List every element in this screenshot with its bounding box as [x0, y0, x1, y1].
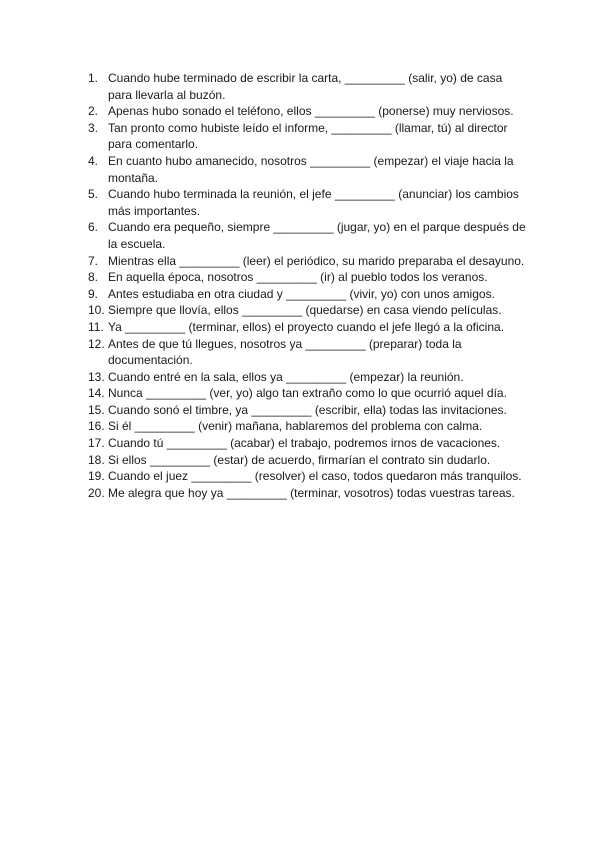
- item-text: Si ellos _________ (estar) de acuerdo, firmarían el contrato sin dudarlo.: [108, 452, 491, 467]
- item-number: 2.: [88, 104, 99, 119]
- item-number: 14.: [88, 386, 105, 401]
- item-text: Cuando hube terminado de escribir la carta, _________ (salir, yo) de casa para llevarla al buzón.: [108, 71, 506, 102]
- item-text: Cuando tú _________ (acabar) el trabajo, podremos irnos de vacaciones.: [108, 436, 501, 451]
- item-number: 11.: [88, 319, 104, 334]
- item-number: 9.: [88, 286, 99, 301]
- item-text: En cuanto hubo amanecido, nosotros _________ (empezar) el viaje hacia la montaña.: [108, 153, 517, 185]
- exercise-item: [88, 103, 528, 120]
- item-text: Cuando el juez _________ (resolver) el caso, todos quedaron más tranquilos.: [108, 469, 522, 484]
- exercise-item: [88, 435, 528, 452]
- item-number: 4.: [88, 153, 99, 168]
- exercise-item: [88, 219, 528, 252]
- exercise-item: [88, 452, 528, 469]
- item-number: 20.: [88, 485, 105, 500]
- item-text: Nunca _________ (ver, yo) algo tan extraño como lo que ocurrió aquel día.: [108, 386, 507, 401]
- item-number: 13.: [88, 369, 105, 384]
- item-number: 8.: [88, 270, 99, 285]
- item-text: Cuando sonó el timbre, ya _________ (escribir, ella) todas las invitaciones.: [108, 402, 507, 417]
- exercise-item: [88, 319, 528, 336]
- exercise-item: [88, 485, 528, 502]
- item-number: 6.: [88, 220, 99, 235]
- item-number: 5.: [88, 187, 99, 202]
- item-number: 3.: [88, 120, 99, 135]
- item-number: 1.: [88, 71, 99, 85]
- item-number: 7.: [88, 253, 99, 268]
- exercise-item: [88, 186, 528, 219]
- item-text: Me alegra que hoy ya _________ (terminar, vosotros) todas vuestras tareas.: [108, 485, 515, 500]
- exercise-item: [88, 385, 528, 402]
- item-number: 18.: [88, 452, 105, 467]
- item-text: Siempre que llovía, ellos _________ (quedarse) en casa viendo películas.: [108, 303, 502, 318]
- item-text: Antes de que tú llegues, nosotros ya _________ (preparar) toda la documentación.: [108, 336, 465, 368]
- exercise-item: [88, 70, 528, 103]
- exercise-item: [88, 468, 528, 485]
- item-text: Ya _________ (terminar, ellos) el proyecto cuando el jefe llegó a la oficina.: [108, 319, 505, 334]
- exercise-item: [88, 120, 528, 153]
- exercise-item: [88, 269, 528, 286]
- item-text: Apenas hubo sonado el teléfono, ellos _________ (ponerse) muy nerviosos.: [108, 104, 514, 119]
- exercise-item: [88, 336, 528, 369]
- exercise-item: [88, 286, 528, 303]
- exercise-item: [88, 369, 528, 386]
- item-number: 12.: [88, 336, 105, 351]
- item-text: Si él _________ (venir) mañana, hablaremos del problema con calma.: [108, 419, 483, 434]
- item-text: Mientras ella _________ (leer) el periódico, su marido preparaba el desayuno.: [108, 253, 525, 268]
- exercise-list: [88, 70, 528, 501]
- item-number: 19.: [88, 469, 105, 484]
- exercise-item: [88, 302, 528, 319]
- item-text: Cuando hubo terminada la reunión, el jefe _________ (anunciar) los cambios más importantes.: [108, 187, 523, 218]
- item-text: Cuando entré en la sala, ellos ya _________ (empezar) la reunión.: [108, 369, 464, 384]
- item-text: Tan pronto como hubiste leído el informe, _________ (llamar, tú) al director para comentarlo.: [108, 120, 511, 152]
- item-text: En aquella época, nosotros _________ (ir) al pueblo todos los veranos.: [108, 270, 488, 285]
- exercise-item: [88, 253, 528, 270]
- exercise-item: [88, 402, 528, 419]
- item-text: Cuando era pequeño, siempre _________ (jugar, yo) en el parque después de la escuela.: [108, 220, 529, 251]
- exercise-item: [88, 153, 528, 186]
- item-number: 10.: [88, 303, 105, 318]
- item-text: Antes estudiaba en otra ciudad y _________ (vivir, yo) con unos amigos.: [108, 286, 495, 301]
- item-number: 15.: [88, 402, 105, 417]
- item-number: 16.: [88, 419, 105, 434]
- exercise-item: [88, 418, 528, 435]
- item-number: 17.: [88, 436, 105, 451]
